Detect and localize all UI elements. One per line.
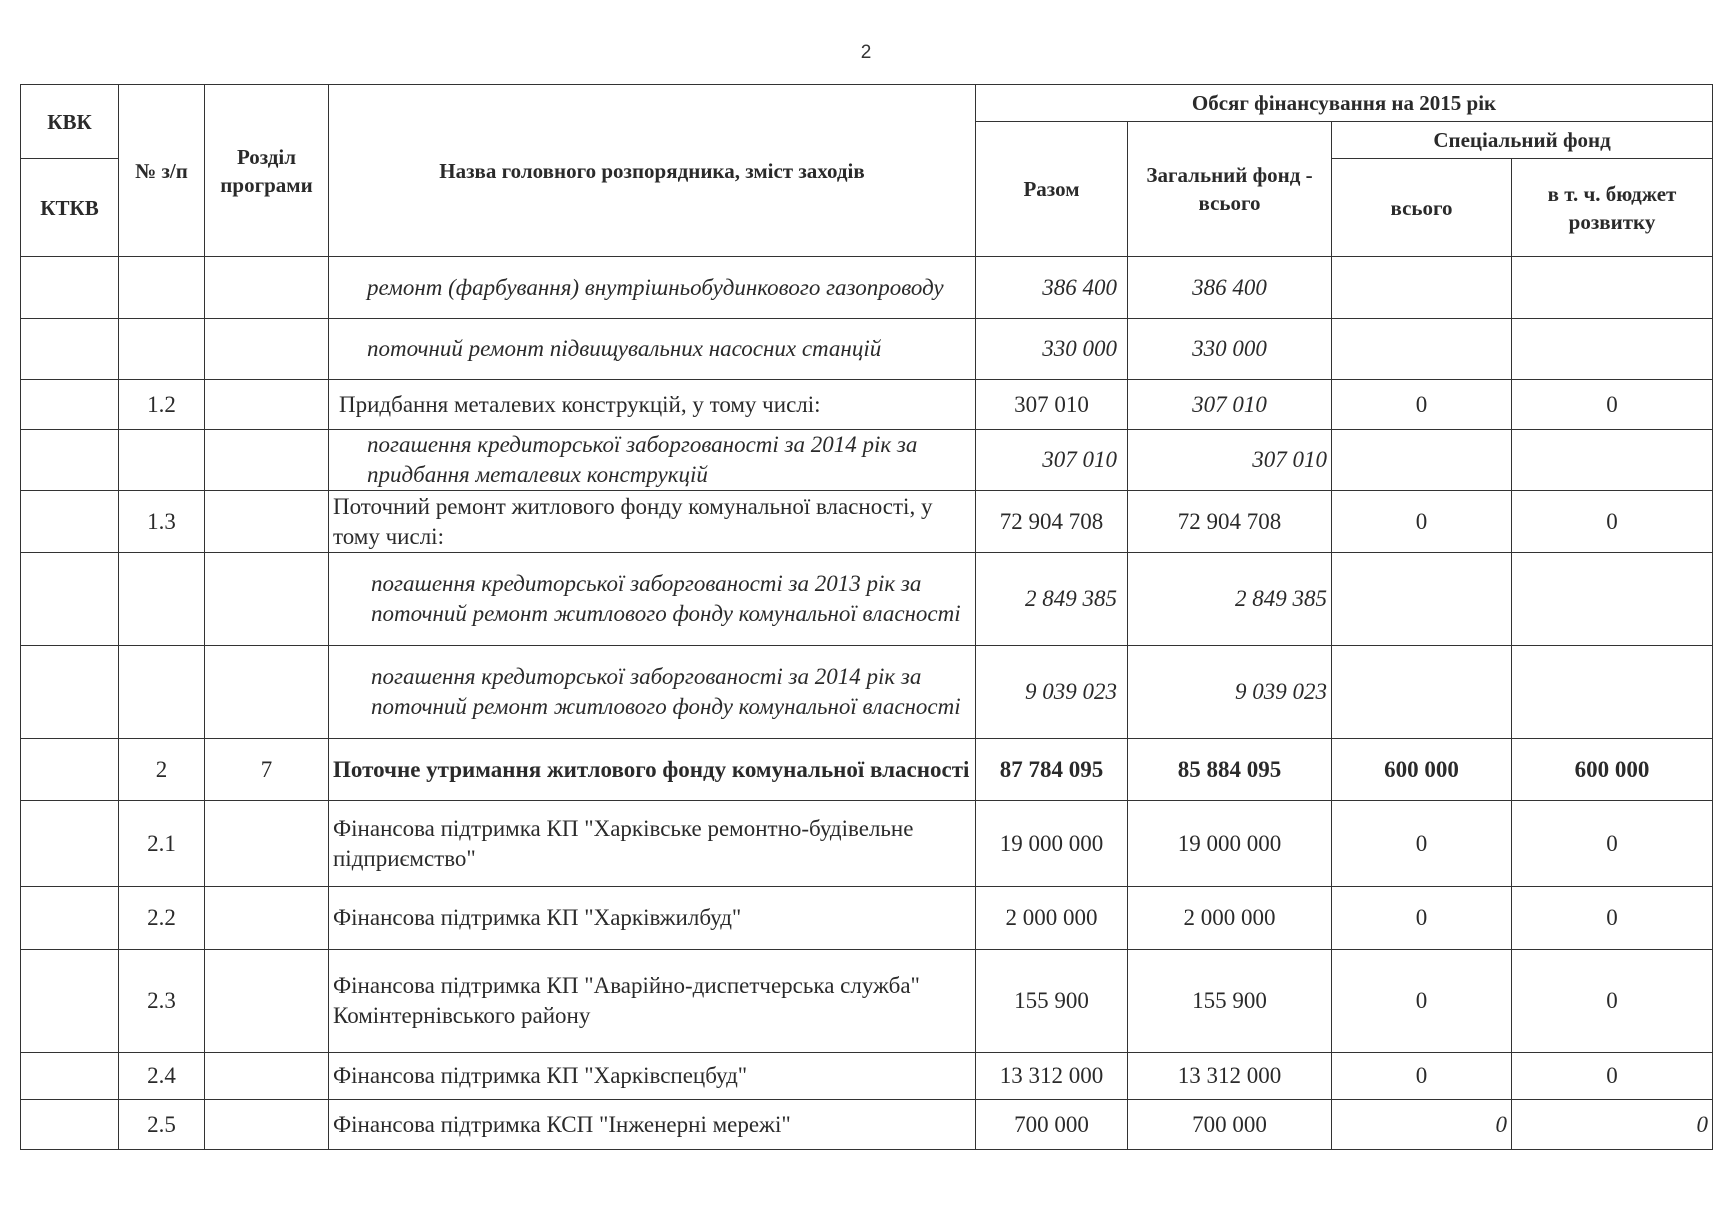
cell-section: 7 [205,739,329,801]
cell-dev: 600 000 [1512,739,1713,801]
cell-name: погашення кредиторської заборгованості за 2014 рік за придбання металевих конструкцій [329,430,976,491]
cell-special [1332,257,1512,319]
cell-total: 72 904 708 [976,491,1128,553]
cell-dev [1512,430,1713,491]
cell-num: 2.1 [119,801,205,887]
header-special-fund: Спеціальний фонд [1332,122,1713,159]
table-row [21,257,1713,319]
cell-name: Фінансова підтримка КСП "Інженерні мережі" [329,1100,976,1150]
header-special-total: всього [1332,159,1512,257]
table-row [21,950,1713,1053]
cell-dev: 0 [1512,950,1713,1053]
cell-special: 0 [1332,491,1512,553]
header-ktkv: КТКВ [21,159,119,257]
cell-special: 0 [1332,801,1512,887]
table-row [21,1100,1713,1150]
cell-total: 330 000 [976,319,1128,380]
cell-num [119,257,205,319]
table-row [21,319,1713,380]
cell-special [1332,430,1512,491]
cell-total: 2 849 385 [976,553,1128,646]
header-section: Розділ програми [205,85,329,257]
header-special-dev: в т. ч. бюджет розвитку [1512,159,1713,257]
cell-section [205,950,329,1053]
table-row [21,739,1713,801]
cell-num [119,430,205,491]
cell-total: 307 010 [976,380,1128,430]
cell-dev: 0 [1512,1053,1713,1100]
cell-section [205,257,329,319]
cell-total: 2 000 000 [976,887,1128,950]
cell-name: Фінансова підтримка КП "Харківжилбуд" [329,887,976,950]
table-row [21,491,1713,553]
cell-total: 9 039 023 [976,646,1128,739]
cell-num: 1.3 [119,491,205,553]
cell-general: 155 900 [1128,950,1332,1053]
cell-special: 0 [1332,1053,1512,1100]
header-total: Разом [976,122,1128,257]
cell-name: Фінансова підтримка КП "Харківспецбуд" [329,1053,976,1100]
cell-section [205,430,329,491]
cell-special: 0 [1332,887,1512,950]
cell-total: 386 400 [976,257,1128,319]
cell-special [1332,319,1512,380]
cell-general: 700 000 [1128,1100,1332,1150]
cell-general: 85 884 095 [1128,739,1332,801]
table-row [21,887,1713,950]
cell-special: 0 [1332,950,1512,1053]
cell-total: 19 000 000 [976,801,1128,887]
table-row [21,380,1713,430]
cell-name: Придбання металевих конструкцій, у тому числі: [329,380,976,430]
cell-num [119,553,205,646]
cell-general: 307 010 [1128,430,1332,491]
cell-total: 307 010 [976,430,1128,491]
cell-special [1332,553,1512,646]
cell-num: 2.3 [119,950,205,1053]
cell-dev: 0 [1512,887,1713,950]
cell-special [1332,646,1512,739]
cell-name: Фінансова підтримка КП "Аварійно-диспетчерська служба" Комінтернівського району [329,950,976,1053]
header-name: Назва головного розпорядника, зміст заходів [329,85,976,257]
cell-num: 2.2 [119,887,205,950]
cell-section [205,1100,329,1150]
cell-num: 2.5 [119,1100,205,1150]
cell-section [205,380,329,430]
cell-special: 0 [1332,1100,1512,1150]
table-row [21,801,1713,887]
cell-general: 19 000 000 [1128,801,1332,887]
cell-dev: 0 [1512,1100,1713,1150]
cell-name: ремонт (фарбування) внутрішньобудинкового газопроводу [329,257,976,319]
cell-name: погашення кредиторської заборгованості за 2014 рік за поточний ремонт житлового фонду комунальної власності [329,646,976,739]
cell-general: 9 039 023 [1128,646,1332,739]
cell-name: Фінансова підтримка КП "Харківське ремонтно-будівельне підприємство" [329,801,976,887]
cell-general: 72 904 708 [1128,491,1332,553]
cell-name: Поточний ремонт житлового фонду комунальної власності, у тому числі: [329,491,976,553]
cell-num: 2 [119,739,205,801]
cell-total: 13 312 000 [976,1053,1128,1100]
cell-general: 2 000 000 [1128,887,1332,950]
table-row [21,1053,1713,1100]
cell-name: Поточне утримання житлового фонду комунальної власності [329,739,976,801]
table-row [21,646,1713,739]
cell-general: 307 010 [1128,380,1332,430]
cell-general: 13 312 000 [1128,1053,1332,1100]
cell-name: погашення кредиторської заборгованості за 2013 рік за поточний ремонт житлового фонду комунальної власності [329,553,976,646]
cell-dev [1512,319,1713,380]
header-kvk: КВК [21,85,119,159]
cell-num [119,646,205,739]
cell-general: 2 849 385 [1128,553,1332,646]
cell-num: 1.2 [119,380,205,430]
header-num: № з/п [119,85,205,257]
cell-dev: 0 [1512,801,1713,887]
cell-section [205,553,329,646]
cell-total: 700 000 [976,1100,1128,1150]
table-row [21,553,1713,646]
header-general-fund: Загальний фонд - всього [1128,122,1332,257]
cell-section [205,646,329,739]
cell-dev: 0 [1512,491,1713,553]
cell-dev [1512,257,1713,319]
cell-total: 155 900 [976,950,1128,1053]
cell-name: поточний ремонт підвищувальних насосних станцій [329,319,976,380]
cell-general: 330 000 [1128,319,1332,380]
cell-special: 0 [1332,380,1512,430]
cell-dev [1512,646,1713,739]
cell-section [205,491,329,553]
cell-section [205,1053,329,1100]
header-volume: Обсяг фінансування на 2015 рік [976,85,1713,122]
page-number: 2 [860,42,872,63]
cell-num: 2.4 [119,1053,205,1100]
cell-section [205,887,329,950]
cell-section [205,319,329,380]
table-row [21,430,1713,491]
cell-section [205,801,329,887]
cell-total: 87 784 095 [976,739,1128,801]
cell-general: 386 400 [1128,257,1332,319]
cell-dev [1512,553,1713,646]
financing-table [20,84,1713,1150]
cell-dev: 0 [1512,380,1713,430]
cell-special: 600 000 [1332,739,1512,801]
cell-num [119,319,205,380]
